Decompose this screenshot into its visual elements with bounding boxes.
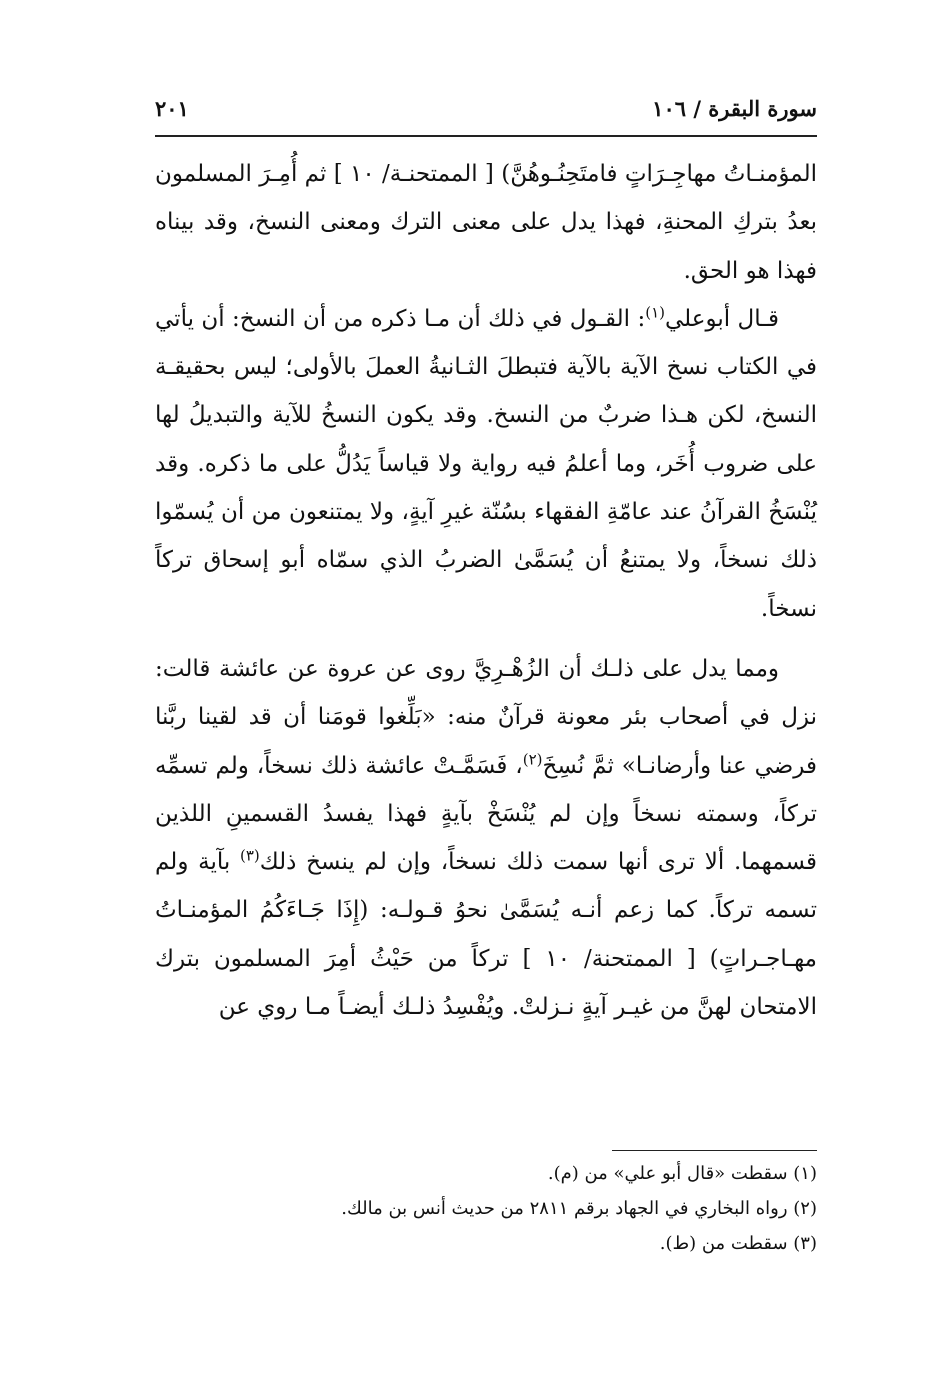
paragraph-2-text-b: : القـول في ذلك أن مـا ذكره من أن النسخ: أن يأتي في الكتاب نسخ الآية بالآية فتبطلَ الثـانيةُ العملَ بالأولى؛ ليس بحقيقـة النسخ، لكن هـذا ضربٌ من النسخ. وقد يكون النسخُ للآية والتبديلُ لها على ضروب أُخَر، وما أعلمُ فيه رواية ولا قياساً يَدُلُّ على ما ذكره. وقد يُنْسَخُ القرآنُ عند عامّةِ الفقهاء بسُنّة غيرِ آيةٍ، ولا يمتنعون من أن يُسمّوا ذلك نسخاً، ولا يمتنعُ أن يُسَمَّىٰ الضربُ الذي سمّاه أبو إسحاق تركاً نسخاً.	[155, 305, 817, 622]
main-text	[155, 150, 817, 1031]
footnote-3: (٣) سقطت من (ط).	[659, 1233, 817, 1254]
paragraph-3-text-a: ومما يدل على ذلـك أن الزُهْـرِيَّ روى عن عروة عن عائشة قالت: نزل في أصحاب بئر معونة قرآنٌ منه: «بَلِّغوا قومَنا أن قد لقينا ربَّنا فرضي عنا وأرضانـا» ثمَّ نُسِخَ	[155, 655, 817, 779]
footnote-marker-1: (١)	[645, 303, 665, 322]
footnote-divider	[612, 1150, 817, 1151]
footnotes	[155, 1156, 817, 1261]
running-title: سورة البقرة / ١٠٦	[652, 96, 817, 121]
header-divider	[155, 135, 817, 137]
paragraph-1: المؤمنـاتُ مهاجِـرَاتٍ فامتَحِنُـوهُنَّ) [ الممتحنـة/ ١٠ ] ثم أُمِـرَ المسلمون بعدُ بتركِ المحنةِ، فهذا يدل على معنى الترك ومعنى النسخ، وقد بيناه فهذا هو الحق.	[155, 161, 817, 284]
paragraph-2	[155, 295, 817, 633]
paragraph-3-text-b: ، فَسَمَّـتْ عائشة ذلك نسخاً، ولم تسمِّه تركاً، وسمته نسخاً وإن لم يُنْسَخْ بآيةٍ فهذا يفسدُ القسمينِ اللذين قسمهما. ألا ترى أنها سمت ذلك نسخاً، وإن لم ينسخ ذلك	[155, 752, 817, 876]
footnote-2: (٢) رواه البخاري في الجهاد برقم ٢٨١١ من حديث أنس بن مالك.	[341, 1198, 817, 1219]
page-header	[155, 92, 817, 132]
footnote-marker-3: (٣)	[240, 846, 260, 865]
page-number: ٢٠١	[155, 96, 189, 121]
paragraph-3	[155, 645, 817, 1031]
paragraph-2-text-a: قـال أبوعلي	[664, 305, 779, 332]
footnote-1: (١) سقطت «قال أبو علي» من (م).	[547, 1163, 817, 1184]
paragraph-3-text-c: بآية ولم تسمه تركاً. كما زعم أنـه يُسَمَّىٰ نحوُ قـولـه: (إِذَا جَـاءَكُمُ المؤمنـاتُ مهـاجـراتٍ) [ الممتحنة/ ١٠ ] تركاً من حَيْثُ أمِرَ المسلمون بترك الامتحان لهنَّ من غيـر آيةٍ نـزلتْ. ويُفْسِدُ ذلـك أيضـاً مـا روي عن	[155, 849, 817, 1021]
footnote-marker-2: (٢)	[522, 749, 543, 768]
